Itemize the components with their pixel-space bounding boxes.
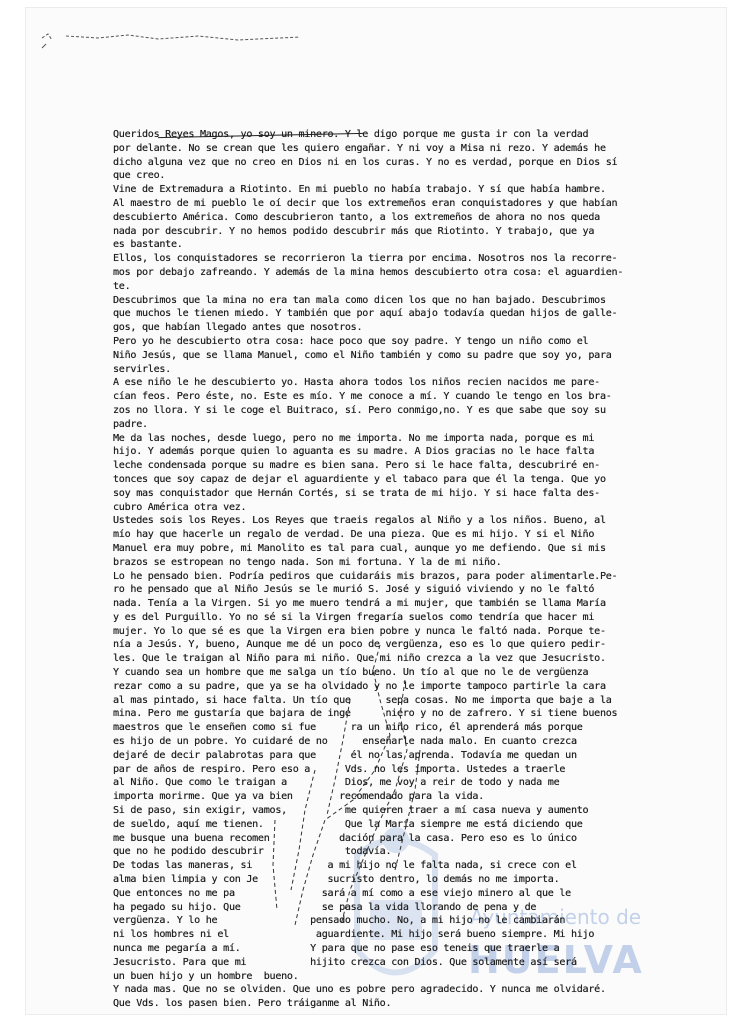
letter-line: ro he pensado que al Niño Jesús se le murió S. José y siguió viviendo y no le faltó <box>113 584 595 596</box>
letter-line: Y cuando sea un hombre que me salga un tío bueno. Un tío al que no le de vergüenza <box>113 667 589 679</box>
letter-line: Ellos, los conquistadores se recorrieron la tierra por encima. Nosotros nos la recorre- <box>113 253 618 265</box>
letter-line: alma bien limpia y con Je sucristo dentro, lo demás no me importa. <box>113 874 560 886</box>
letter-line: padre. <box>113 418 148 430</box>
letter-line: al mas pintado, si hace falta. Un tío que sepa cosas. No me importa que baje a la <box>113 694 612 706</box>
letter-line: de sueldo, aquí me tienen. Que la María siempre me está diciendo que <box>113 818 583 830</box>
letter-line: rezar como a su padre, que ya se ha olvidado y no le importe tampoco partirle la cara <box>113 680 606 692</box>
letter-line: importa morirme. Que ya va bien recomendado para la vida. <box>113 791 485 803</box>
letter-line: por delante. No se crean que les quiero engañar. Y ni voy a Misa ni rezo. Y además he <box>113 142 606 154</box>
letter-line: Y nada mas. Que no se olviden. Que uno es pobre pero agradecido. Y nunca me olvidaré. <box>113 984 606 996</box>
letter-line: zos no llora. Y si le coge el Buitraco, sí. Pero conmigo,no. Y es que sabe que soy su <box>113 404 606 416</box>
letter-line: te. <box>113 280 131 292</box>
letter-line: Ustedes sois los Reyes. Los Reyes que traeis regalos al Niño y a los niños. Bueno, al <box>113 515 606 527</box>
letter-line: mina. Pero me gustaría que bajara de inge niero y no de zafrero. Y si tiene buenos <box>113 708 618 720</box>
letter-line: leche condensada porque su madre es bien sana. Pero si le hace falta, descubriré en- <box>113 460 600 472</box>
letter-line: nía a Jesús. Y, bueno, Aunque me dé un poco de vergüenza, eso es lo que quiero pedir- <box>113 639 606 651</box>
letter-line: mío hay que hacerle un regalo de verdad. De una pieza. Que es mi hijo. Y si el Niño <box>113 529 595 541</box>
letter-line: les. Que le traigan al Niño para mi niño. Que mi niño crezca a la vez que Jesucristo. <box>113 653 606 665</box>
pencil-scribble-mark <box>38 26 308 56</box>
letter-line: Manuel era muy pobre, mi Manolito es tal para cual, aunque yo me defiendo. Que si mis <box>113 542 606 554</box>
letter-line: cubro América otra vez. <box>113 501 247 513</box>
letter-line: tonces que soy capaz de dejar el aguardiente y el tabaco para que él la tenga. Que yo <box>113 473 606 485</box>
letter-line: Que entonces no me pa sará a mí como a ese viejo minero al que le <box>113 887 571 899</box>
letter-line: Descubrimos que la mina no era tan mala como dicen los que no han bajado. Descubrimos <box>113 294 606 306</box>
letter-line: ha pegado su hijo. Que se pasa la vida llorando de pena y de <box>113 901 537 913</box>
letter-line: soy mas conquistador que Hernán Cortés, si se trata de mi hijo. Y si hace falta des- <box>113 487 600 499</box>
letter-line: Que Vds. los pasen bien. Pero tráiganme al Niño. <box>113 998 392 1010</box>
letter-line: ni los hombres ni el aguardiente. Mi hijo será bueno siempre. Mi hijo <box>113 929 595 941</box>
letter-line: y es del Purguillo. Yo no sé si la Virgen fregaría suelos como tendría que hacer mi <box>113 611 595 623</box>
letter-line: A ese niño le he descubierto yo. Hasta ahora todos los niños recien nacidos me pare- <box>113 377 600 389</box>
watermark-line-1: Ayuntamiento de <box>470 905 642 929</box>
letter-line: un buen hijo y un hombre bueno. <box>113 970 299 982</box>
letter-line: maestros que le enseñen como si fue ra un niño rico, él aprenderá más porque <box>113 722 583 734</box>
typed-letter-body <box>113 128 693 1011</box>
letter-line: Queridos Reyes Magos, yo soy un minero. Y le digo porque me gusta ir con la verdad <box>113 129 589 140</box>
letter-line: Pero yo he descubierto otra cosa: hace poco que soy padre. Y tengo un niño como el <box>113 335 589 347</box>
letter-line: descubierto América. Como descubrieron tanto, a los extremeños de ahora no nos queda <box>113 211 600 223</box>
letter-line: brazos se estropean no tengo nada. Son mi fortuna. Y la de mi niño. <box>113 556 502 568</box>
letter-line: nada por descubrir. Y no hemos podido descubrir más que Riotinto. Y trabajo, que ya <box>113 225 595 237</box>
letter-line: Lo he pensado bien. Podría pediros que cuidaráis mis brazos, para poder alimentarle.Pe- <box>113 570 618 582</box>
letter-line: dicho alguna vez que no creo en Dios ni en los curas. Y no es verdad, porque en Dios sí <box>113 156 618 168</box>
letter-line: Me da las noches, desde luego, pero no me importa. No me importa nada, porque es mi <box>113 432 595 444</box>
letter-line: Niño Jesús, que se llama Manuel, como el Niño también y como su padre que soy yo, para <box>113 349 612 361</box>
letter-line: me busque una buena recomen dación para la casa. Pero eso es lo único <box>113 832 577 844</box>
letter-line: es bastante. <box>113 239 183 251</box>
letter-line: hijo. Y además porque quien lo aguanta es su madre. A Dios gracias no le hace falta <box>113 446 595 458</box>
letter-line: Si de paso, sin exigir, vamos, me quieren traer a mí casa nueva y aumento <box>113 805 589 817</box>
letter-line: Jesucristo. Para que mi hijito crezca con Dios. Que solamente así será <box>113 956 577 968</box>
letter-line: nunca me pegaría a mí. Y para que no pase eso teneis que traerle a <box>113 943 560 955</box>
letter-line: nada. Tenía a la Virgen. Si yo me muero tendrá a mi mujer, que también se llama María <box>113 598 606 610</box>
letter-line: al Niño. Que como le traigan a Dios, me voy a reir de todo y nada me <box>113 777 560 789</box>
letter-line: cían feos. Pero éste, no. Este es mío. Y me conoce a mí. Y cuando le tengo en los bra- <box>113 391 612 403</box>
letter-line: que no he podido descubrir todavía. <box>113 846 392 858</box>
letter-line: que creo. <box>113 170 166 182</box>
letter-line: Vine de Extremadura a Riotinto. En mi pueblo no había trabajo. Y sí que había hambre. <box>113 184 606 196</box>
letter-line: vergüenza. Y lo he pensado mucho. No, a mi hijo no le cambiarán <box>113 915 566 927</box>
letter-line: dejaré de decir palabrotas para que él no las aprenda. Todavía me quedan un <box>113 749 577 761</box>
letter-line: servirles. <box>113 363 171 375</box>
letter-line: De todas las maneras, si a mi hijo no le falta nada, si crece con el <box>113 860 577 872</box>
letter-line: mujer. Yo lo que sé es que la Virgen era bien pobre y nunca le faltó nada. Porque te- <box>113 625 606 637</box>
letter-line: mos por debajo zafreando. Y además de la mina hemos descubierto otra cosa: el aguardien- <box>113 266 624 278</box>
letter-line: par de años de respiro. Pero eso a Vds. no les importa. Ustedes a traerle <box>113 763 566 775</box>
letter-line: es hijo de un pobre. Yo cuidaré de no enseñarle nada malo. En cuanto crezca <box>113 736 577 748</box>
letter-line: gos, que habían llegado antes que nosotros. <box>113 322 363 334</box>
letter-line: Al maestro de mi pueblo le oí decir que los extremeños eran conquistadores y que habían <box>113 197 618 209</box>
watermark-line-2: HUELVA <box>468 938 644 982</box>
letter-line: que muchos le tienen miedo. Y también que por aquí abajo todavía quedan hijos de galle- <box>113 308 618 320</box>
